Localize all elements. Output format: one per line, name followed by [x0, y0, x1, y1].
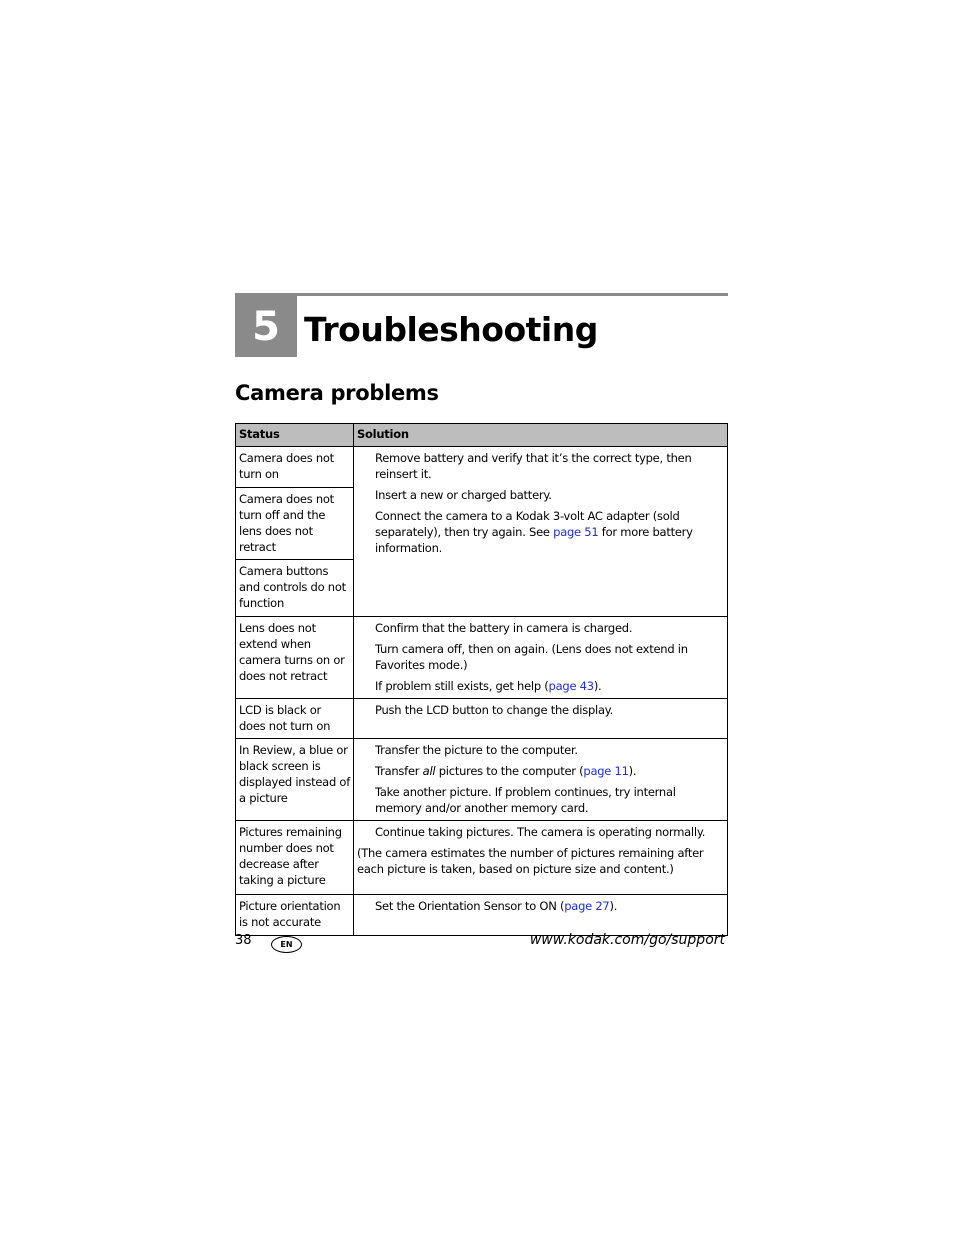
table-row: [236, 617, 728, 699]
chapter-number-box: [235, 296, 297, 357]
status-cell: Picture orientation is not accurate: [236, 895, 354, 936]
solution-cell: [354, 895, 728, 936]
solution-item: Insert a new or charged battery.: [375, 488, 552, 502]
page-link[interactable]: page 51: [553, 525, 599, 539]
status-cell: Lens does not extend when camera turns on or does not retract: [236, 617, 354, 699]
status-cell: Camera does not turn on: [236, 447, 354, 488]
solution-item: Connect the camera to a Kodak 3-volt AC adapter (sold separately), then try again. See page 51 for more battery information.: [375, 509, 693, 555]
solution-item: Transfer all pictures to the computer (page 11).: [375, 764, 637, 778]
troubleshooting-table: [235, 423, 728, 936]
table-row: [236, 739, 728, 821]
solution-cell: [354, 617, 728, 699]
status-cell: Camera does not turn off and the lens does not retract: [236, 488, 354, 560]
status-cell: LCD is black or does not turn on: [236, 699, 354, 739]
table-row: [236, 447, 728, 488]
language-badge-icon: [271, 936, 302, 953]
solution-cell: [354, 699, 728, 739]
solution-item: Transfer the picture to the computer.: [375, 743, 578, 757]
status-header: Status: [236, 424, 354, 447]
solution-item: Push the LCD button to change the display.: [375, 703, 614, 717]
solution-item: Turn camera off, then on again. (Lens does not extend in Favorites mode.): [375, 642, 688, 672]
solution-item: Take another picture. If problem continues, try internal memory and/or another memory card.: [375, 785, 676, 815]
solution-item: Set the Orientation Sensor to ON (page 27).: [375, 899, 618, 913]
chapter-number: 5: [252, 303, 280, 350]
solution-item: Confirm that the battery in camera is charged.: [375, 621, 633, 635]
status-cell: Pictures remaining number does not decrease after taking a picture: [236, 821, 354, 895]
solution-cell: [354, 447, 728, 617]
solution-cell: [354, 739, 728, 821]
solution-note: (The camera estimates the number of pictures remaining after each picture is taken, based on picture size and content.): [357, 846, 704, 876]
table-row: [236, 895, 728, 936]
solution-item: Remove battery and verify that it’s the correct type, then reinsert it.: [375, 451, 692, 481]
chapter-title: Troubleshooting: [304, 310, 598, 349]
page-number: 38: [235, 933, 252, 948]
solution-item: If problem still exists, get help (page 43).: [375, 679, 602, 693]
solution-cell: [354, 821, 728, 895]
chapter-rule: [235, 293, 728, 296]
support-url[interactable]: www.kodak.com/go/support: [529, 932, 725, 948]
page-link[interactable]: page 43: [548, 679, 594, 693]
page-link[interactable]: page 27: [564, 899, 610, 913]
table-header-row: [236, 424, 728, 447]
status-cell: Camera buttons and controls do not function: [236, 560, 354, 617]
solution-item: Continue taking pictures. The camera is operating normally.: [375, 825, 706, 839]
solution-header: Solution: [354, 424, 728, 447]
section-title: Camera problems: [235, 381, 439, 405]
status-cell: In Review, a blue or black screen is displayed instead of a picture: [236, 739, 354, 821]
page-link[interactable]: page 11: [583, 764, 629, 778]
table-row: [236, 699, 728, 739]
table-row: [236, 821, 728, 895]
language-code: EN: [280, 940, 293, 949]
